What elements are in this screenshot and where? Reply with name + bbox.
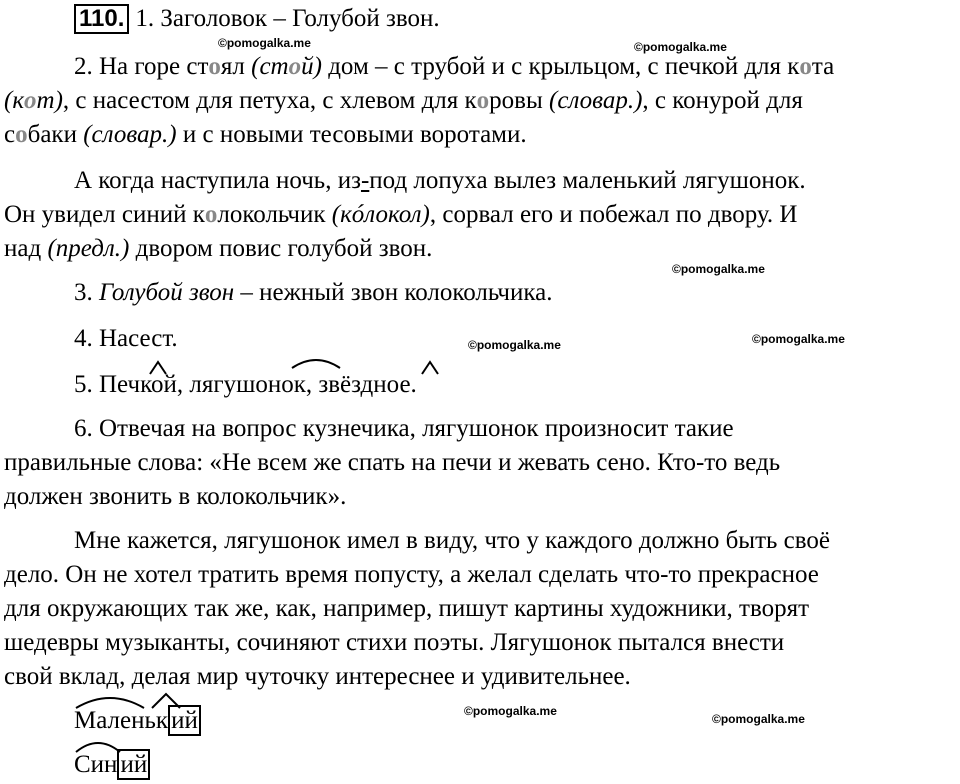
text: должен звонить в колокольчик». bbox=[4, 483, 347, 510]
text: локольчик bbox=[217, 201, 332, 228]
vowel-highlight: о bbox=[208, 53, 221, 80]
italic-text: (словар.) bbox=[83, 121, 177, 148]
vowel-highlight: о bbox=[15, 121, 28, 148]
hyphen-underlined: - bbox=[360, 167, 370, 194]
italic-text: (к bbox=[4, 87, 25, 114]
p8-line5 bbox=[4, 662, 631, 692]
watermark: ©pomogalka.me bbox=[464, 704, 557, 718]
text: , с конурой для bbox=[642, 87, 803, 114]
title-line bbox=[74, 4, 440, 34]
text: и с новыми тесовыми воротами. bbox=[176, 121, 527, 148]
word-ending-box: ий bbox=[168, 705, 201, 736]
text: для окружающих так же, как, например, пишут картины художники, творят bbox=[4, 595, 810, 622]
text: – нежный звон колокольчика. bbox=[234, 279, 553, 306]
text: , сорвал его и побежал по двору. И bbox=[429, 201, 798, 228]
text: двором повис голубой звон. bbox=[129, 235, 433, 262]
vowel-highlight: о bbox=[24, 87, 37, 114]
p3-line2 bbox=[4, 200, 797, 230]
italic-text: (ст bbox=[251, 53, 289, 80]
text: свой вклад, делая мир чуточку интереснее и удивительнее. bbox=[4, 663, 631, 690]
task-number: 110. bbox=[74, 4, 129, 34]
italic-text: Голубой звон bbox=[99, 279, 235, 306]
p7-line3 bbox=[4, 482, 346, 512]
p2-line2 bbox=[4, 86, 803, 116]
vowel-highlight: о bbox=[799, 53, 812, 80]
text: шедевры музыканты, сочиняют стихи поэты. Лягушонок пытался внести bbox=[4, 629, 785, 656]
p3-line3 bbox=[4, 234, 432, 264]
text: правильные слова: «Не всем же спать на печи и жевать сено. Кто-то ведь bbox=[4, 449, 781, 476]
p8-line2 bbox=[4, 560, 819, 590]
text: ровы bbox=[489, 87, 550, 114]
p2-line1 bbox=[74, 52, 834, 82]
italic-text: (словар.) bbox=[549, 87, 643, 114]
p2-line3 bbox=[4, 120, 527, 150]
watermark: ©pomogalka.me bbox=[468, 338, 561, 352]
morph-word-1 bbox=[74, 706, 201, 736]
watermark: ©pomogalka.me bbox=[672, 262, 765, 276]
p7-line1 bbox=[74, 414, 734, 444]
p7-line2 bbox=[4, 448, 780, 478]
text: 6. Отвечая на вопрос кузнечика, лягушонок произносит такие bbox=[74, 415, 734, 442]
text: Он увидел синий к bbox=[4, 201, 205, 228]
text: баки bbox=[27, 121, 84, 148]
word-root: Мален bbox=[74, 707, 145, 734]
p8-line3 bbox=[4, 594, 809, 624]
p3-line1 bbox=[74, 166, 806, 196]
italic-text: т) bbox=[36, 87, 63, 114]
watermark: ©pomogalka.me bbox=[752, 332, 845, 346]
text: 4. Насест. bbox=[74, 325, 178, 352]
text: 5. Печкой, лягушонок, звёздное. bbox=[74, 371, 417, 398]
watermark: ©pomogalka.me bbox=[218, 36, 311, 50]
p4-line bbox=[74, 278, 552, 308]
italic-text: (предл.) bbox=[47, 235, 130, 262]
p5-line bbox=[74, 324, 178, 354]
italic-text: й) bbox=[301, 53, 322, 80]
p6-line bbox=[74, 370, 417, 400]
vowel-highlight: о bbox=[288, 53, 302, 80]
italic-text: (кóлокол) bbox=[331, 201, 430, 228]
text: , с насестом для петуха, с хлевом для к bbox=[62, 87, 477, 114]
vowel-highlight: о bbox=[204, 201, 218, 228]
text: та bbox=[811, 53, 835, 80]
watermark: ©pomogalka.me bbox=[634, 40, 727, 54]
heading-text: 1. Заголовок – Голубой звон. bbox=[135, 5, 440, 32]
text: дом – с трубой и с крыльцом, с печкой для к bbox=[321, 53, 800, 80]
watermark: ©pomogalka.me bbox=[712, 712, 805, 726]
word-ending-box: ий bbox=[117, 749, 150, 780]
text: 2. На горе ст bbox=[74, 53, 209, 80]
text: Мне кажется, лягушонок имел в виду, что у каждого должно быть своё bbox=[74, 527, 831, 554]
vowel-highlight: о bbox=[476, 87, 490, 114]
text: под лопуха вылез маленький лягушонок. bbox=[369, 167, 806, 194]
text: дело. Он не хотел тратить время попусту, а желал сделать что-то прекрасное bbox=[4, 561, 819, 588]
p8-line4 bbox=[4, 628, 784, 658]
word-suffix: ьк bbox=[144, 707, 169, 734]
p8-line1 bbox=[74, 526, 830, 556]
word-root: Син bbox=[74, 751, 118, 778]
text: 3. bbox=[74, 279, 99, 306]
text: с bbox=[4, 121, 16, 148]
root-arc-lyagushonok bbox=[292, 360, 340, 368]
suffix-caret-zvezdnoe bbox=[422, 362, 438, 374]
morph-word-2 bbox=[74, 750, 150, 780]
text: А когда наступила ночь, из bbox=[74, 167, 361, 194]
text: над bbox=[4, 235, 48, 262]
text: ял bbox=[220, 53, 252, 80]
